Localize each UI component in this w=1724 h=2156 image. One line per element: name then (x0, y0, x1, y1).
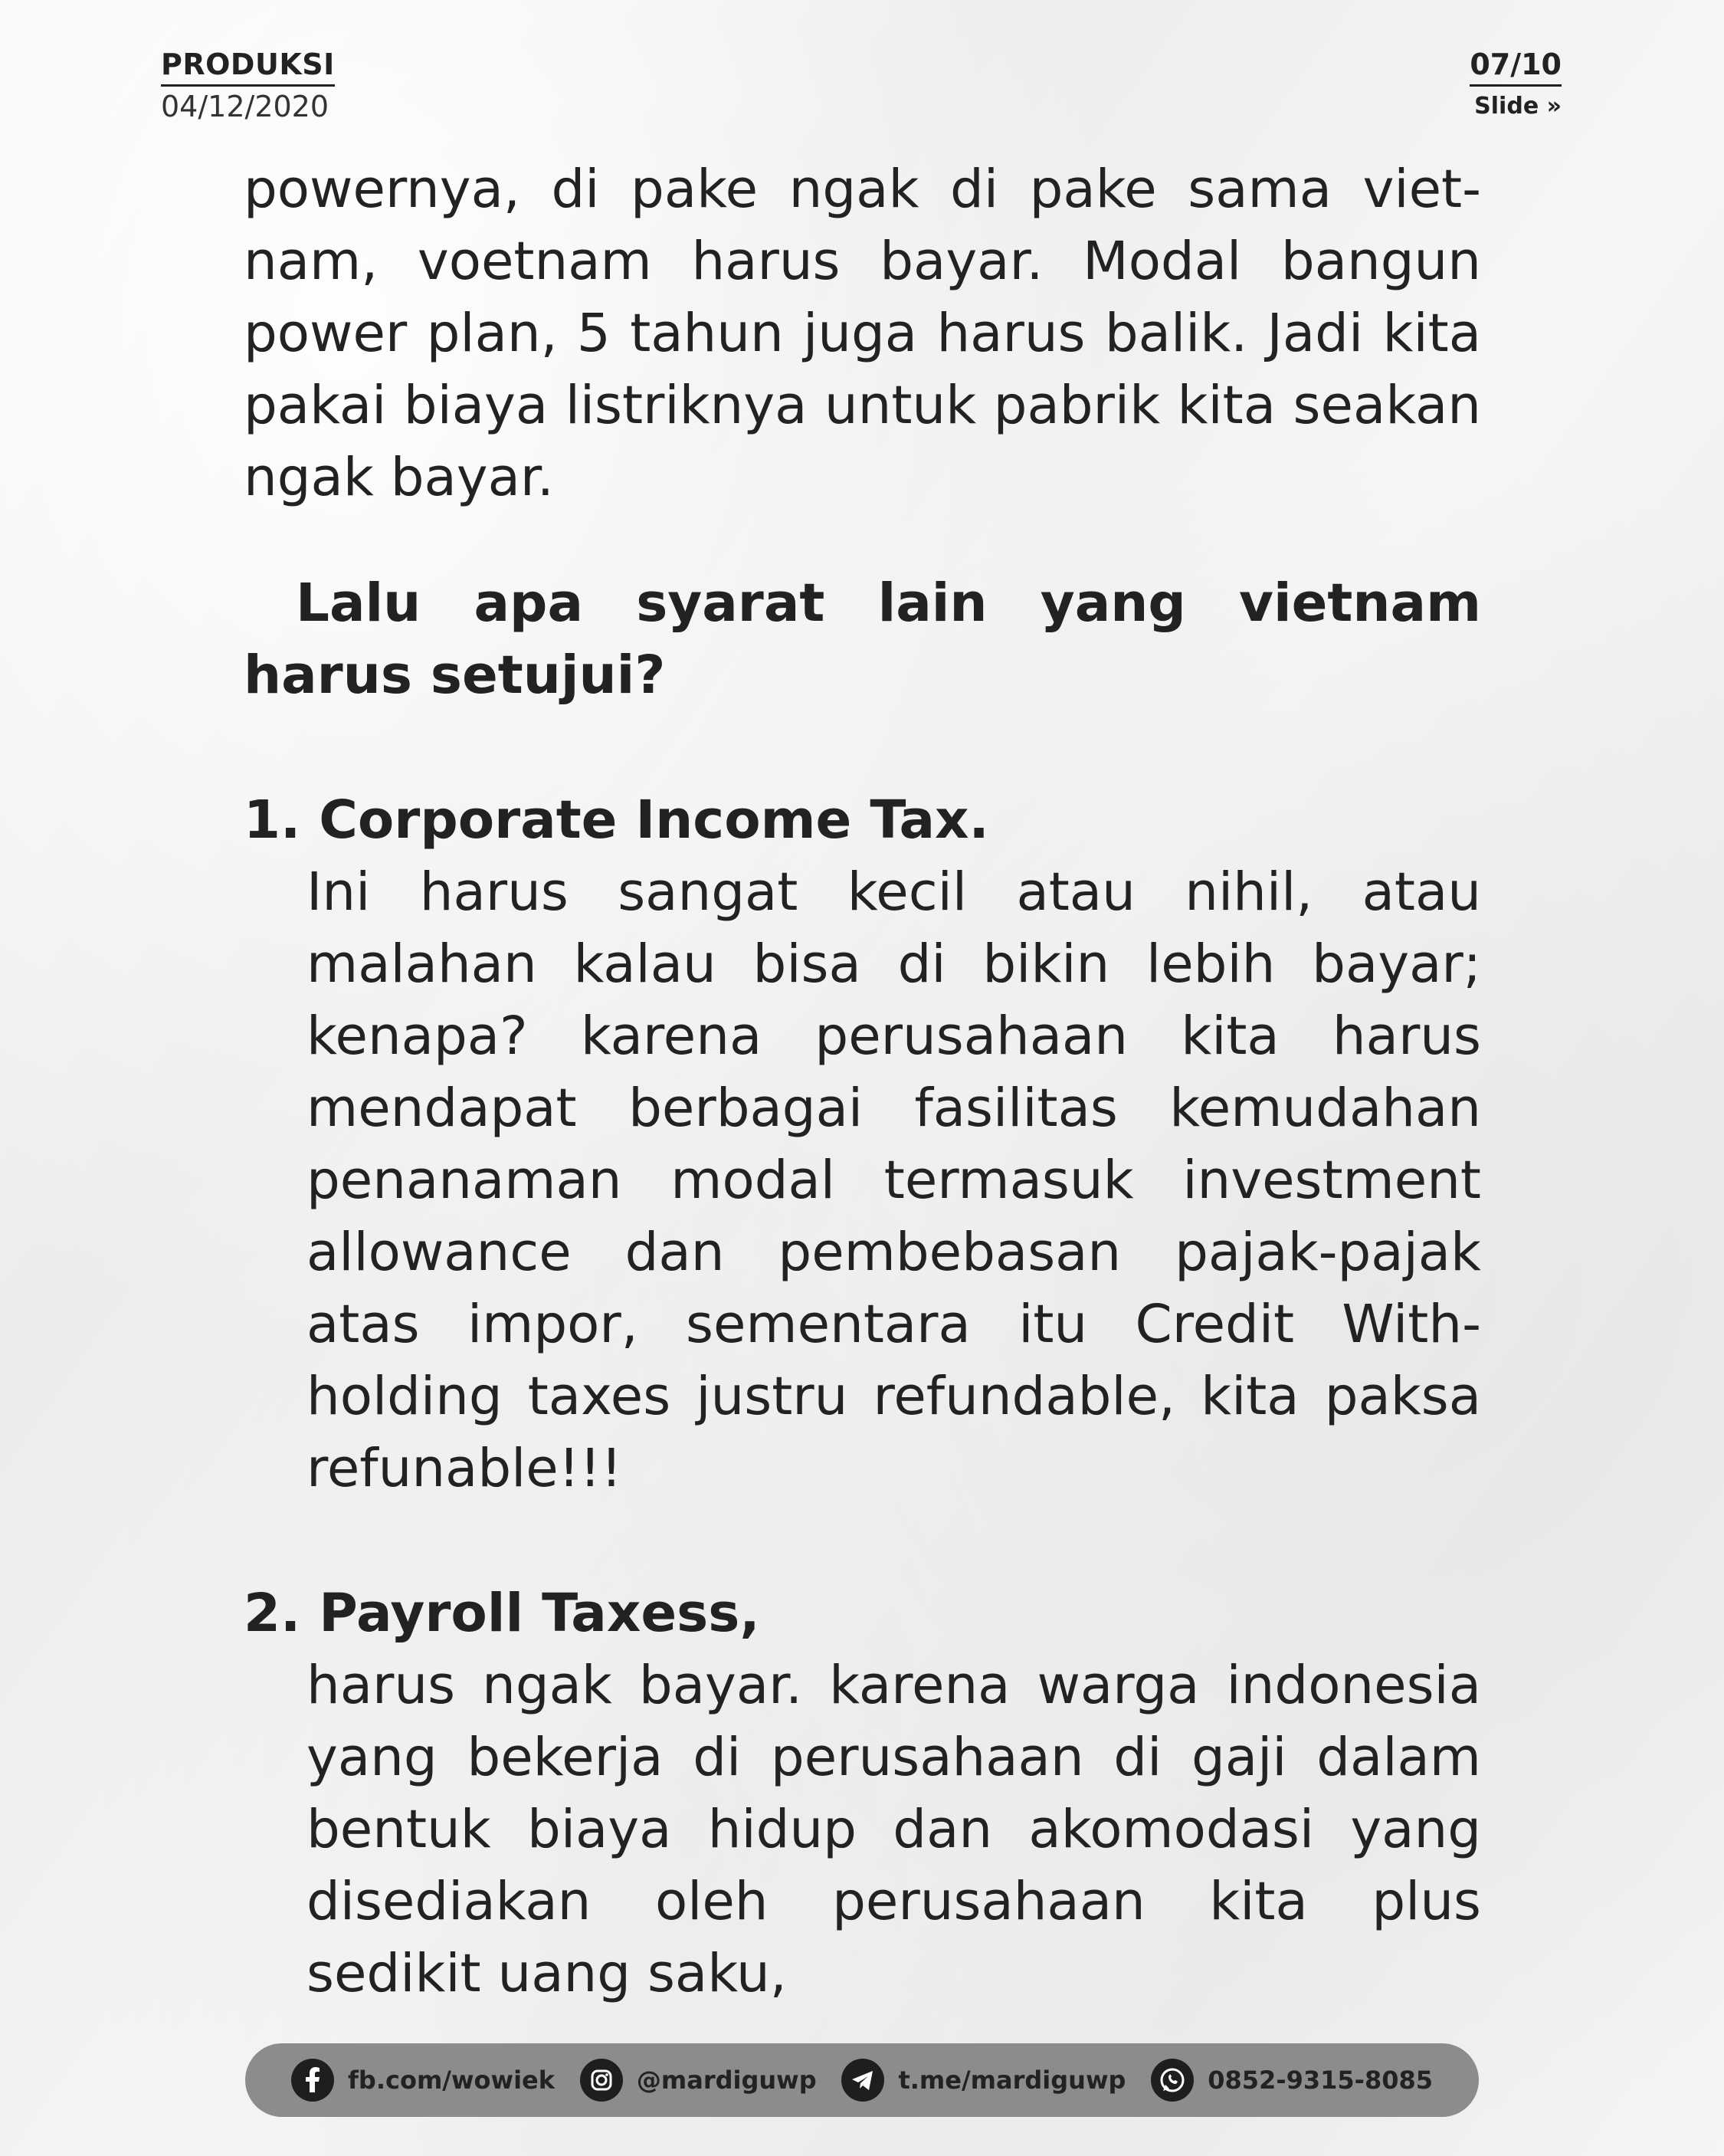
whatsapp-icon (1151, 2059, 1194, 2102)
facebook-link[interactable] (291, 2059, 555, 2102)
whatsapp-link[interactable] (1151, 2059, 1433, 2102)
telegram-icon (841, 2059, 884, 2102)
item-2-heading: 2. Payroll Taxess, (244, 1583, 760, 1644)
header-right (1470, 48, 1562, 120)
item-2-body: harus ngak bayar. karena warga indonesia yang bekerja di perusahaan di gaji dalam bentuk biaya hidup dan akomodasi yang disediakan oleh perusahaan kita plus sedikit uang saku, (306, 1655, 1481, 2004)
section-title: PRODUKSI (161, 48, 335, 87)
instagram-icon (580, 2059, 623, 2102)
post-date: 04/12/2020 (161, 90, 329, 123)
telegram-handle: t.me/mardiguwp (898, 2066, 1126, 2095)
whatsapp-number: 0852-9315-8085 (1208, 2066, 1433, 2095)
telegram-link[interactable] (841, 2059, 1126, 2102)
intro-paragraph: powernya, di pake ngak di pake sama viet-nam, voetnam harus bayar. Modal bangun power plan, 5 tahun juga harus balik. Jadi kita pakai biaya listriknya untuk pabrik kita seakan ngak bayar. (244, 159, 1481, 508)
instagram-handle: @mardiguwp (636, 2066, 817, 2095)
header-left (161, 48, 335, 123)
item-1-body: Ini harus sangat kecil atau nihil, atau malahan kalau bisa di bikin lebih bayar; kenapa? karena perusahaan kita harus mendapat berbagai fasilitas kemudahan penanaman modal termasuk investment allowance dan pembebasan pajak-pajak atas impor, sementara itu Credit With-holding taxes justru refundable, kita paksa refunable!!! (306, 861, 1481, 1499)
item-1-heading: 1. Corporate Income Tax. (244, 789, 989, 851)
question-heading: Lalu apa syarat lain yang vietnam harus setujui? (244, 573, 1481, 706)
slide-next-label[interactable]: Slide » (1474, 93, 1562, 120)
social-footer (245, 2043, 1479, 2117)
facebook-icon (291, 2059, 334, 2102)
facebook-handle: fb.com/wowiek (348, 2066, 556, 2095)
article-content (244, 153, 1481, 2010)
page-counter: 07/10 (1470, 48, 1562, 87)
instagram-link[interactable] (580, 2059, 817, 2102)
